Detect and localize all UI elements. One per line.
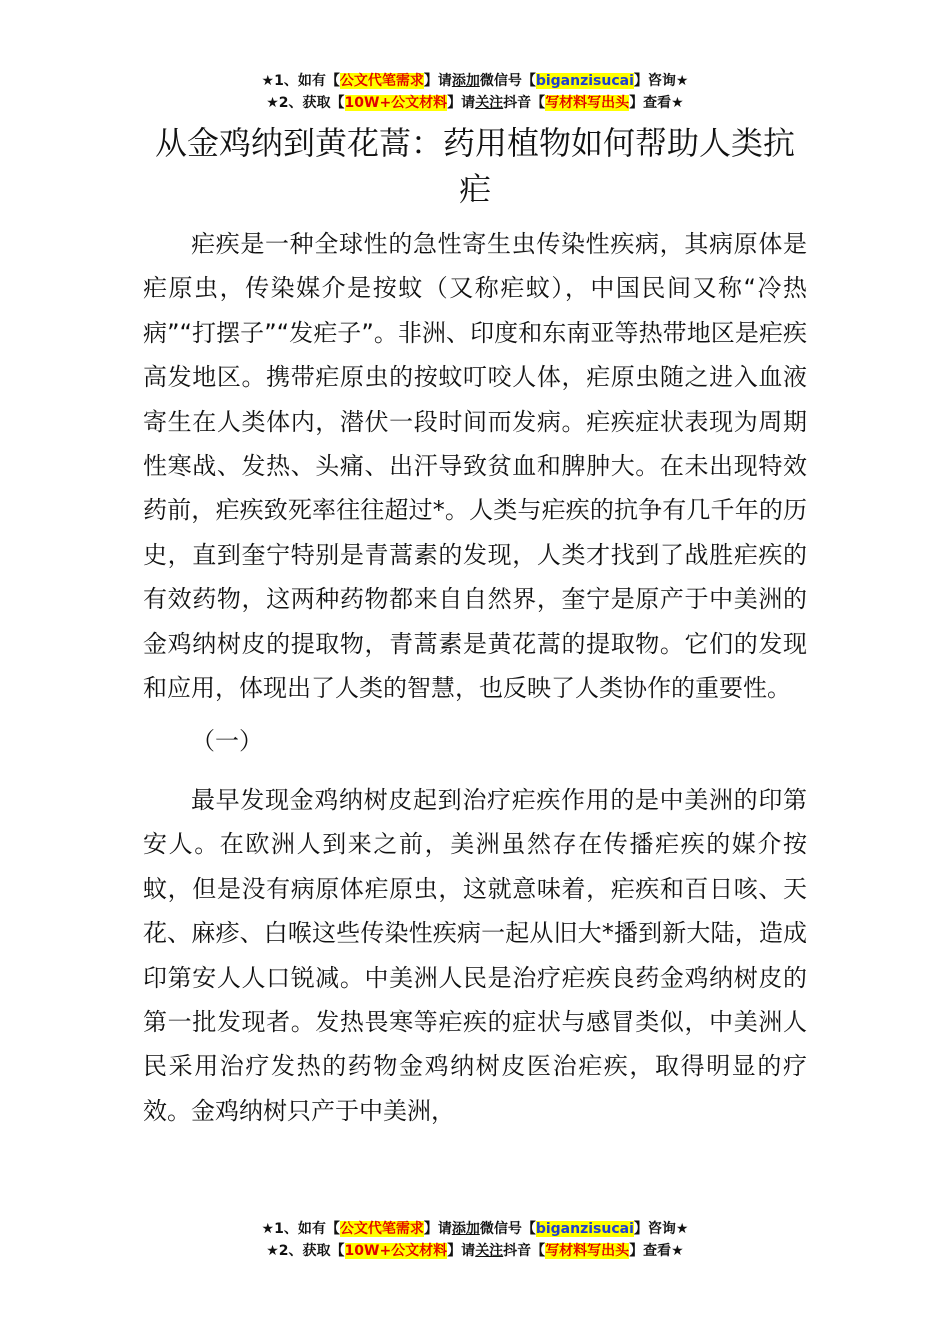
banner-text: 】查看★ (629, 95, 684, 111)
banner-text: 】咨询★ (633, 73, 689, 89)
banner-underline: 关注 (475, 95, 504, 111)
banner-wechat-id: biganzisucai (535, 1221, 634, 1237)
banner-douyin-id: 写材料写出头 (545, 95, 630, 111)
section-heading: （一） (191, 727, 263, 756)
banner-line-2 (0, 1240, 950, 1262)
banner-line-1 (0, 1218, 950, 1240)
paragraph: 最早发现金鸡纳树皮起到治疗疟疾作用的是中美洲的印第安人。在欧洲人到来之前，美洲虽然存在传播疟疾的媒介按蚊，但是没有病原体疟原虫，这就意味着，疟疾和百日咳、天花、麻疹、白喉这些传染性疾病一起从旧大*播到新大陆，造成印第安人人口锐减。中美洲人民是治疗疟疾良药金鸡纳树皮的第一批发现者。发热畏寒等疟疾的症状与感冒类似，中美洲人民采用治疗发热的药物金鸡纳树皮医治疟疾，取得明显的疗效。金鸡纳树只产于中美洲， (143, 785, 807, 1125)
banner-text: 】请 (447, 1243, 476, 1259)
banner-text: 】查看★ (629, 1243, 684, 1259)
banner-highlight: 公文代笔需求 (339, 1221, 424, 1237)
footer-banner (0, 1218, 950, 1262)
banner-text: 】咨询★ (633, 1221, 689, 1237)
banner-text: 】请 (423, 1221, 452, 1237)
banner-underline: 添加 (451, 1221, 480, 1237)
banner-underline: 添加 (451, 73, 480, 89)
paragraph: 疟疾是一种全球性的急性寄生虫传染性疾病，其病原体是疟原虫，传染媒介是按蚊（又称疟蚊），中国民间又称“冷热病”“打摆子”“发疟子”。非洲、印度和东南亚等热带地区是疟疾高发地区。携带疟原虫的按蚊叮咬人体，疟原虫随之进入血液寄生在人类体内，潜伏一段时间而发病。疟疾症状表现为周期性寒战、发热、头痛、出汗导致贫血和脾肿大。在未出现特效药前，疟疾致死率往往超过*。人类与疟疾的抗争有几千年的历史，直到奎宁特别是青蒿素的发现，人类才找到了战胜疟疾的有效药物，这两种药物都来自自然界，奎宁是原产于中美洲的金鸡纳树皮的提取物，青蒿素是黄花蒿的提取物。它们的发现和应用，体现出了人类的智慧，也反映了人类协作的重要性。 (143, 230, 807, 703)
banner-text: 】请 (447, 95, 476, 111)
page-title: 从金鸡纳到黄花蒿：药用植物如何帮助人类抗疟 (154, 124, 795, 208)
banner-line-1 (0, 70, 950, 92)
banner-text: 抖音【 (503, 95, 546, 111)
banner-text: ★2、获取【 (266, 95, 345, 111)
banner-line-2 (0, 92, 950, 114)
banner-text: 】请 (423, 73, 452, 89)
header-banner (0, 70, 950, 114)
banner-underline: 关注 (475, 1243, 504, 1259)
banner-text: ★1、如有【 (261, 73, 340, 89)
banner-text: ★2、获取【 (266, 1243, 345, 1259)
banner-text: 抖音【 (503, 1243, 546, 1259)
banner-highlight: 10W+公文材料 (344, 95, 448, 111)
banner-text: 微信号【 (479, 73, 536, 89)
banner-wechat-id: biganzisucai (535, 73, 634, 89)
banner-text: 微信号【 (479, 1221, 536, 1237)
article-body (143, 222, 807, 1133)
banner-text: ★1、如有【 (261, 1221, 340, 1237)
banner-highlight: 10W+公文材料 (344, 1243, 448, 1259)
banner-douyin-id: 写材料写出头 (545, 1243, 630, 1259)
banner-highlight: 公文代笔需求 (339, 73, 424, 89)
